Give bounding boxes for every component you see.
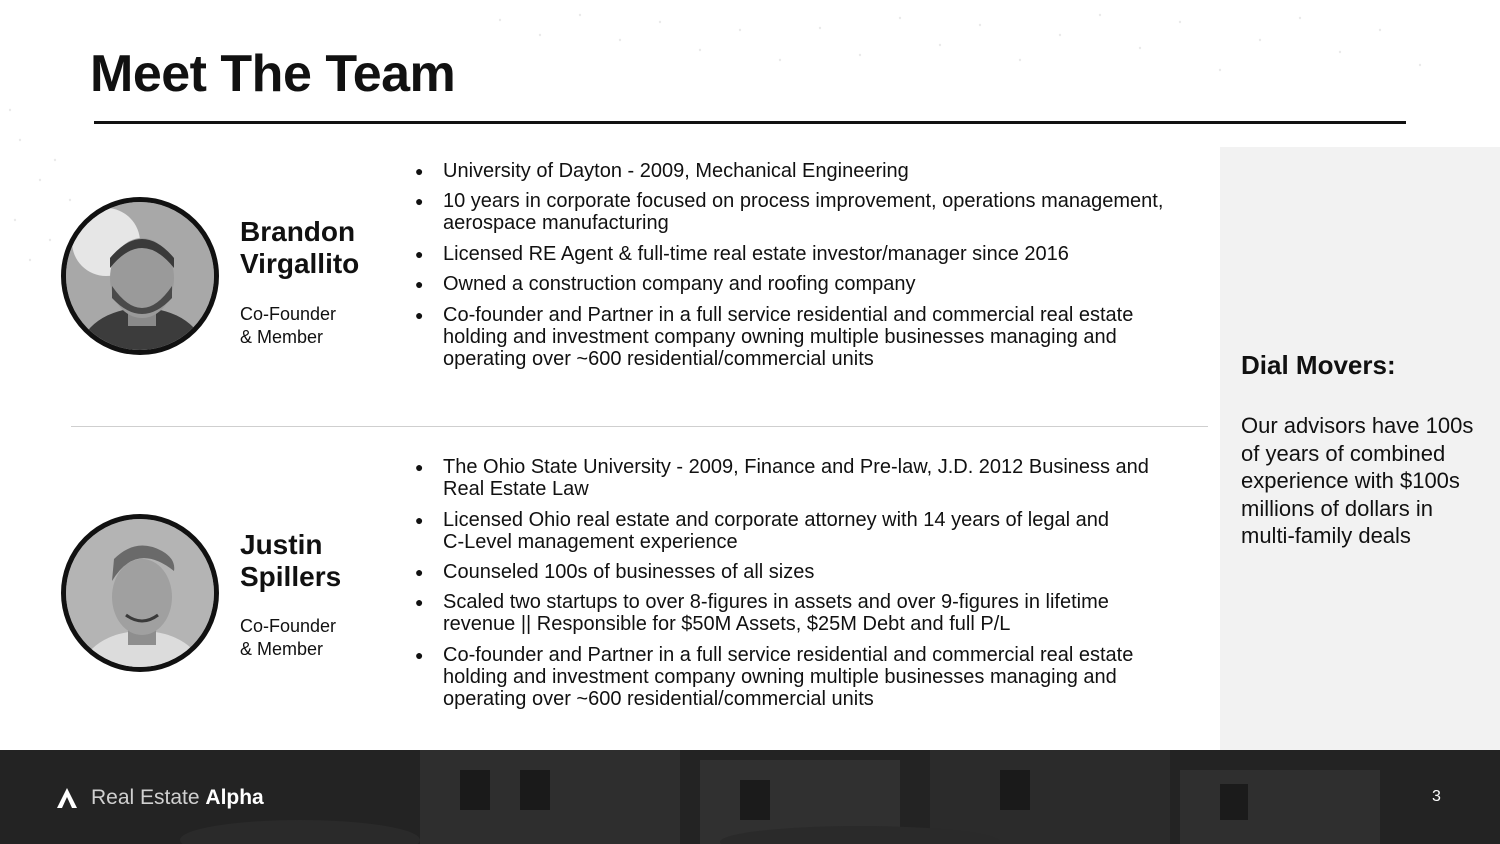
page-title: Meet The Team (90, 45, 456, 103)
avatar-brandon-virgallito (61, 197, 219, 355)
member-first-name: Justin (240, 529, 323, 560)
bullet-item: ● Scaled two startups to over 8-figures in assets and over 9-figures in lifetime revenue || Responsible for $50M Assets, $25M Debt and full P/L (415, 591, 1213, 635)
member-name (240, 529, 341, 593)
brand-name: Real Estate Alpha (91, 786, 264, 809)
bullet-item: ● Counseled 100s of businesses of all sizes (415, 561, 1213, 583)
bullet-item: ● Owned a construction company and roofing company (415, 273, 1213, 295)
bullet-item: ● Licensed RE Agent & full-time real estate investor/manager since 2016 (415, 243, 1213, 265)
member-divider (71, 426, 1208, 427)
bullet-item: ● The Ohio State University - 2009, Finance and Pre-law, J.D. 2012 Business and Real Estate Law (415, 456, 1213, 500)
member-last-name: Virgallito (240, 248, 360, 279)
bullet-item: ● 10 years in corporate focused on process improvement, operations management, aerospace manufacturing (415, 190, 1213, 234)
brand-logo (55, 781, 264, 815)
bullet-item: ● Co-founder and Partner in a full service residential and commercial real estate holding and investment company owning multiple businesses managing and operating over ~600 residential/commercial units (415, 304, 1213, 370)
bullet-item: ● Licensed Ohio real estate and corporate attorney with 14 years of legal and C-Level management experience (415, 509, 1213, 553)
side-panel-heading: Dial Movers: (1241, 350, 1396, 380)
avatar-justin-spillers (61, 514, 219, 672)
side-panel (1220, 147, 1500, 750)
bullet-item: ● Co-founder and Partner in a full service residential and commercial real estate holding and investment company owning multiple businesses managing and operating over ~600 residential/commercial units (415, 644, 1213, 710)
title-divider (94, 121, 1406, 124)
side-panel-text: Our advisors have 100s of years of combined experience with $100s millions of dollars in multi-family deals (1241, 413, 1474, 548)
page-number: 3 (1432, 788, 1441, 805)
member-role-line-2: & Member (240, 327, 324, 347)
member-role (240, 615, 336, 661)
member-role-line-1: Co-Founder (240, 616, 337, 636)
member-first-name: Brandon (240, 216, 356, 247)
member-role (240, 303, 336, 349)
member-role-line-1: Co-Founder (240, 304, 337, 324)
alpha-a-icon (55, 786, 79, 810)
member-name (240, 216, 359, 280)
footer-bar (0, 750, 1500, 844)
member-role-line-2: & Member (240, 639, 324, 659)
member-last-name: Spillers (240, 561, 342, 592)
bullet-item: ● University of Dayton - 2009, Mechanical Engineering (415, 160, 1213, 182)
